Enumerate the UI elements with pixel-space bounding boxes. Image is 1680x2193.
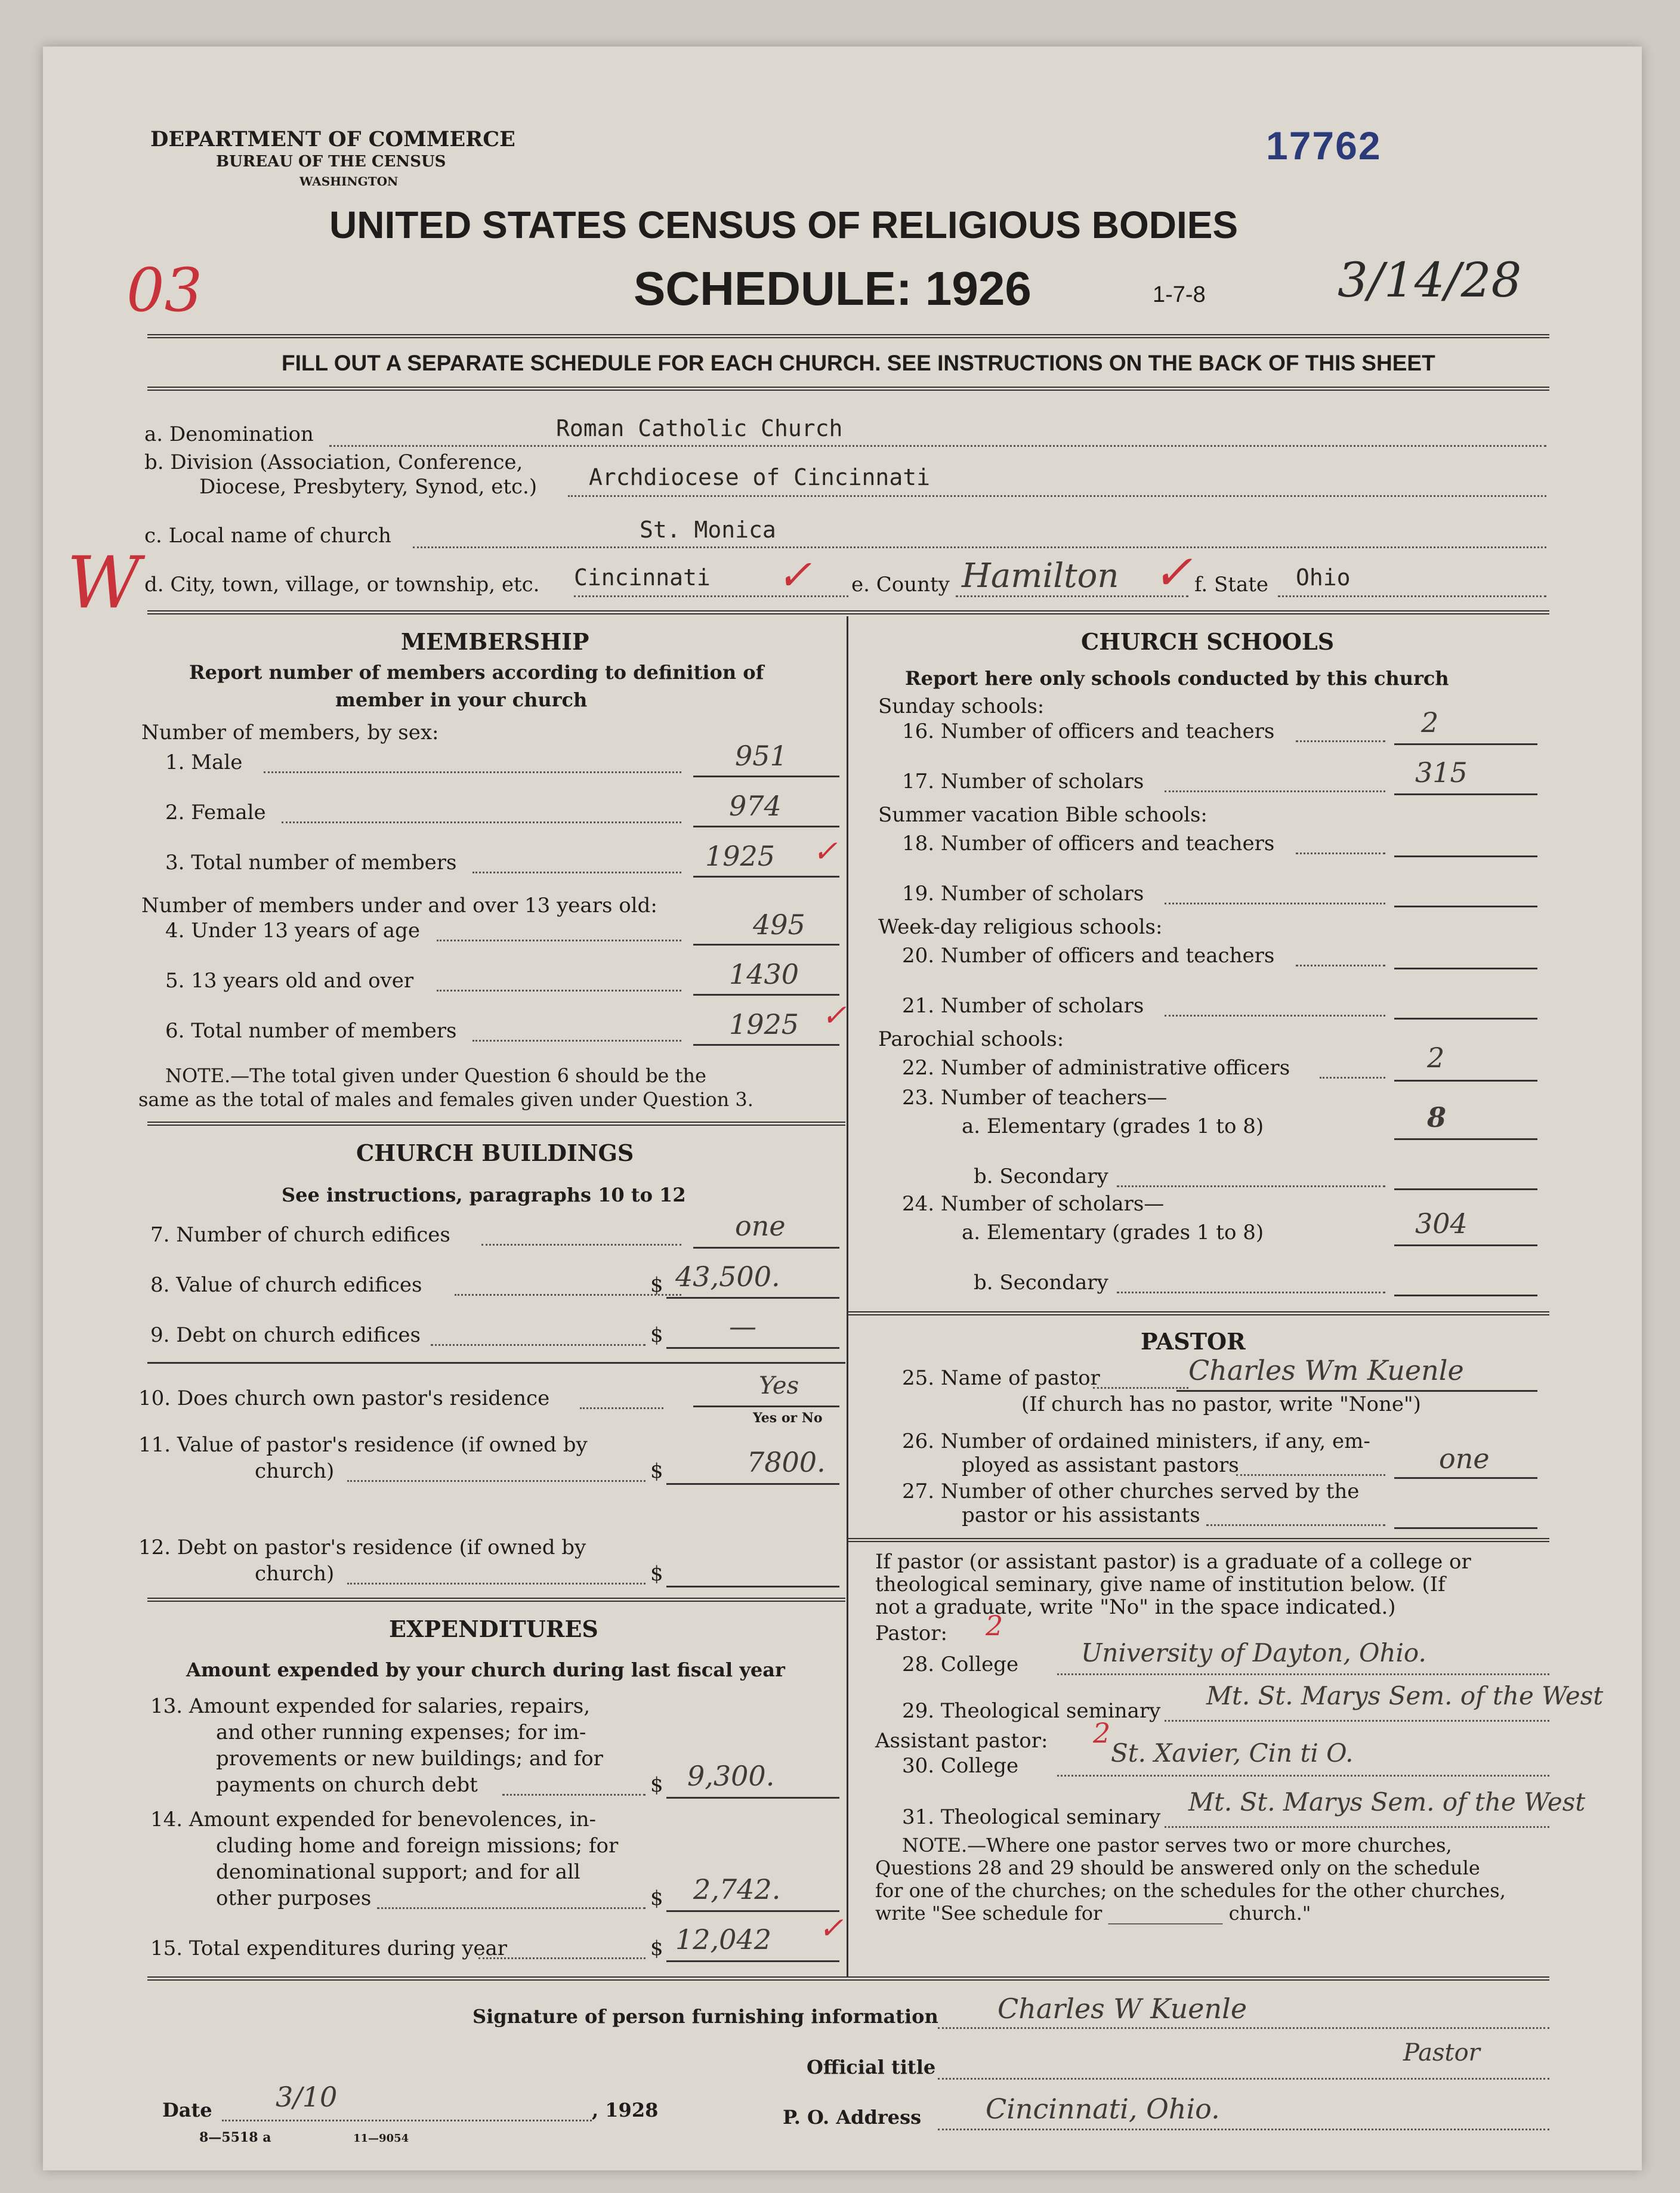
q30-label: 30. College — [902, 1754, 1019, 1778]
county-label: e. County — [851, 573, 950, 597]
parochial-label: Parochial schools: — [878, 1027, 1064, 1051]
q24a-label: a. Elementary (grades 1 to 8) — [962, 1221, 1264, 1244]
q24b-label: b. Secondary — [974, 1271, 1108, 1295]
q11-label-1: 11. Value of pastor's residence (if owned by — [138, 1433, 588, 1457]
q31-label: 31. Theological seminary — [902, 1805, 1161, 1829]
division-label-1: b. Division (Association, Conference, — [144, 450, 523, 474]
q5-value: 1430 — [729, 958, 799, 990]
q13-line-3: provements or new buildings; and for — [216, 1747, 603, 1771]
q26-label-2: ployed as assistant pastors — [962, 1453, 1239, 1477]
instruction-banner: FILL OUT A SEPARATE SCHEDULE FOR EACH CHURCH. SEE INSTRUCTIONS ON THE BACK OF THIS SHEET — [282, 351, 1435, 375]
date-label: Date — [162, 2099, 212, 2121]
header-rule — [147, 334, 1549, 338]
q9-label: 9. Debt on church edifices — [150, 1323, 421, 1347]
q11-dollar: $ — [650, 1459, 663, 1483]
q6-label: 6. Total number of members — [165, 1019, 457, 1043]
q4-label: 4. Under 13 years of age — [165, 919, 420, 943]
q18-label: 18. Number of officers and teachers — [902, 832, 1275, 855]
membership-note-2: same as the total of males and females given under Question 3. — [138, 1088, 753, 1111]
q22-label: 22. Number of administrative officers — [902, 1056, 1290, 1080]
census-schedule-sheet — [43, 47, 1642, 2170]
date-year: , 1928 — [592, 2099, 659, 2121]
q14-line-2: cluding home and foreign missions; for — [216, 1834, 619, 1858]
q3-check: ✓ — [813, 834, 838, 869]
city-value: Cincinnati — [574, 564, 711, 591]
q8-value: 43,500. — [675, 1261, 780, 1293]
q3-label: 3. Total number of members — [165, 851, 457, 875]
expenditures-sub: Amount expended by your church during last fiscal year — [186, 1658, 785, 1681]
q25-label: 25. Name of pastor — [902, 1366, 1100, 1390]
pastor-sublabel: Pastor: — [875, 1621, 947, 1645]
q19-label: 19. Number of scholars — [902, 882, 1144, 906]
denomination-label: a. Denomination — [144, 422, 314, 446]
pastor-heading: PASTOR — [1141, 1328, 1246, 1355]
buildings-sub: See instructions, paragraphs 10 to 12 — [282, 1184, 686, 1206]
q13-dollar: $ — [650, 1773, 663, 1797]
sunday-label: Sunday schools: — [878, 694, 1045, 718]
city-check: ✓ — [777, 551, 812, 600]
q29-label: 29. Theological seminary — [902, 1699, 1161, 1723]
official-title-label: Official title — [807, 2056, 936, 2078]
q24a-value: 304 — [1415, 1207, 1468, 1240]
q28-value: University of Dayton, Ohio. — [1081, 1638, 1426, 1667]
q23b-label: b. Secondary — [974, 1165, 1108, 1188]
q15-dollar: $ — [650, 1936, 663, 1960]
form-title: UNITED STATES CENSUS OF RELIGIOUS BODIES — [329, 203, 1239, 246]
graduate-instructions-3: not a graduate, write "No" in the space indicated.) — [875, 1595, 1396, 1619]
q2-value: 974 — [729, 790, 782, 822]
official-title-value: Pastor — [1403, 2039, 1480, 2067]
department-label: DEPARTMENT OF COMMERCE — [150, 127, 515, 152]
q29-value: Mt. St. Marys Sem. of the West — [1206, 1681, 1604, 1710]
q11-label-2: church) — [255, 1459, 335, 1483]
identity-rule — [147, 610, 1549, 614]
form-number: 8—5518 a — [199, 2130, 271, 2145]
q8-dollar: $ — [650, 1273, 663, 1297]
q26-label-1: 26. Number of ordained ministers, if any, em- — [902, 1429, 1370, 1453]
q23a-value: 8 — [1427, 1101, 1447, 1133]
q25-value: Charles Wm Kuenle — [1188, 1354, 1464, 1386]
summer-label: Summer vacation Bible schools: — [878, 803, 1208, 827]
county-check: ✓ — [1153, 545, 1193, 600]
q8-label: 8. Value of church edifices — [150, 1273, 422, 1297]
column-divider — [847, 616, 848, 1976]
q14-line-4: other purposes — [216, 1886, 372, 1910]
graduate-instructions-2: theological seminary, give name of institution below. (If — [875, 1573, 1446, 1596]
bureau-label: BUREAU OF THE CENSUS — [216, 153, 446, 171]
membership-sub-1: Report number of members according to definition of — [189, 661, 764, 684]
schools-sub: Report here only schools conducted by this church — [905, 667, 1449, 690]
buildings-heading: CHURCH BUILDINGS — [356, 1139, 634, 1166]
q13-value: 9,300. — [687, 1760, 775, 1792]
state-value: Ohio — [1296, 564, 1351, 591]
q26-value: one — [1439, 1443, 1490, 1475]
by-age-label: Number of members under and over 13 years old: — [141, 894, 657, 918]
pastor-note-3: for one of the churches; on the schedules for the other churches, — [875, 1879, 1506, 1902]
q4-value: 495 — [753, 909, 805, 941]
q30-value: St. Xavier, Cin ti O. — [1111, 1738, 1354, 1768]
church-name-value: St. Monica — [640, 517, 776, 543]
q14-value: 2,742. — [693, 1873, 781, 1905]
q6-check: ✓ — [822, 998, 847, 1033]
q12-label-1: 12. Debt on pastor's residence (if owned by — [138, 1536, 586, 1559]
q16-value: 2 — [1421, 706, 1439, 739]
handwritten-code: 03 — [126, 255, 203, 325]
expenditures-heading: EXPENDITURES — [389, 1616, 598, 1642]
q25-note: (If church has no pastor, write "None") — [1021, 1392, 1421, 1416]
q1-value: 951 — [735, 740, 788, 772]
q21-label: 21. Number of scholars — [902, 994, 1144, 1018]
washington-label: WASHINGTON — [299, 174, 399, 189]
q17-value: 315 — [1415, 756, 1468, 789]
q13-line-1: 13. Amount expended for salaries, repairs, — [150, 1694, 591, 1718]
pastor-note-2: Questions 28 and 29 should be answered only on the schedule — [875, 1857, 1480, 1879]
q13-line-4: payments on church debt — [216, 1773, 478, 1797]
handwritten-date: 3/14/28 — [1338, 252, 1522, 308]
county-value: Hamilton — [962, 557, 1119, 595]
q3-value: 1925 — [705, 840, 776, 872]
membership-sub-2: member in your church — [335, 688, 588, 711]
q15-check: ✓ — [819, 1911, 844, 1945]
schedule-title: SCHEDULE: 1926 — [634, 262, 1032, 315]
church-name-label: c. Local name of church — [144, 524, 391, 548]
q23-label: 23. Number of teachers— — [902, 1086, 1168, 1110]
form-code: 1-7-8 — [1153, 282, 1206, 307]
q23a-label: a. Elementary (grades 1 to 8) — [962, 1114, 1264, 1138]
graduate-instructions-1: If pastor (or assistant pastor) is a graduate of a college or — [875, 1550, 1471, 1574]
q10-value: Yes — [759, 1372, 799, 1400]
q17-label: 17. Number of scholars — [902, 770, 1144, 793]
po-address-value: Cincinnati, Ohio. — [986, 2093, 1220, 2125]
q24-label: 24. Number of scholars— — [902, 1192, 1165, 1216]
q9-value: — — [729, 1310, 756, 1342]
denomination-value: Roman Catholic Church — [556, 415, 843, 441]
q5-label: 5. 13 years old and over — [165, 969, 414, 993]
print-number: 11—9054 — [353, 2132, 409, 2145]
q27-label-2: pastor or his assistants — [962, 1503, 1200, 1527]
state-label: f. State — [1194, 573, 1268, 597]
q2-label: 2. Female — [165, 801, 266, 824]
q20-label: 20. Number of officers and teachers — [902, 944, 1275, 968]
serial-number: 17762 — [1266, 123, 1382, 168]
q11-value: 7800. — [747, 1446, 826, 1478]
weekday-label: Week-day religious schools: — [878, 915, 1163, 939]
q12-dollar: $ — [650, 1562, 663, 1586]
pastor-note-1: NOTE.—Where one pastor serves two or more churches, — [902, 1834, 1452, 1857]
q14-line-3: denominational support; and for all — [216, 1860, 580, 1884]
pastor-mark: 2 — [986, 1610, 1003, 1642]
q10-label: 10. Does church own pastor's residence — [138, 1386, 550, 1410]
membership-heading: MEMBERSHIP — [401, 628, 589, 655]
division-value: Archdiocese of Cincinnati — [589, 464, 930, 490]
q12-label-2: church) — [255, 1562, 335, 1586]
assistant-sublabel: Assistant pastor: — [875, 1729, 1048, 1753]
footer-rule — [147, 1976, 1549, 1981]
date-value: 3/10 — [276, 2081, 338, 2113]
yes-no-caption: Yes or No — [753, 1410, 823, 1426]
q22-value: 2 — [1427, 1042, 1445, 1074]
by-sex-label: Number of members, by sex: — [141, 721, 439, 745]
q13-line-2: and other running expenses; for im- — [216, 1721, 586, 1744]
q27-label-1: 27. Number of other churches served by the — [902, 1479, 1360, 1503]
q15-value: 12,042 — [675, 1923, 771, 1956]
membership-note-1: NOTE.—The total given under Question 6 should be the — [165, 1064, 706, 1087]
q31-value: Mt. St. Marys Sem. of the West — [1188, 1787, 1586, 1817]
q14-dollar: $ — [650, 1886, 663, 1910]
q9-dollar: $ — [650, 1323, 663, 1347]
division-label-2: Diocese, Presbytery, Synod, etc.) — [199, 475, 538, 499]
pastor-note-4: write "See schedule for ____________ church." — [875, 1902, 1311, 1925]
signature-value: Charles W Kuenle — [998, 1993, 1247, 2025]
signature-label: Signature of person furnishing information — [472, 2005, 938, 2028]
banner-rule — [147, 387, 1549, 391]
q28-label: 28. College — [902, 1653, 1019, 1676]
po-address-label: P. O. Address — [783, 2106, 922, 2129]
q1-label: 1. Male — [165, 750, 243, 774]
margin-check-mark: W — [67, 542, 141, 625]
q7-label: 7. Number of church edifices — [150, 1223, 450, 1247]
q14-line-1: 14. Amount expended for benevolences, in- — [150, 1808, 597, 1831]
assistant-mark: 2 — [1093, 1717, 1111, 1749]
schools-heading: CHURCH SCHOOLS — [1081, 628, 1335, 655]
q16-label: 16. Number of officers and teachers — [902, 719, 1275, 743]
q15-label: 15. Total expenditures during year — [150, 1936, 508, 1960]
q7-value: one — [735, 1210, 786, 1242]
q6-value: 1925 — [729, 1008, 799, 1040]
city-label: d. City, town, village, or township, etc. — [144, 573, 540, 597]
